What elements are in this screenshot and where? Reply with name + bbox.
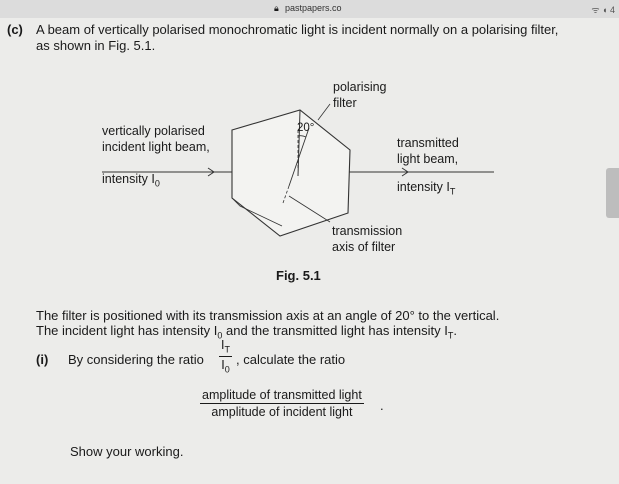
label-vertically-polarised: vertically polarised [102,124,205,138]
label-angle: 20° [297,122,315,134]
sub-part-text-b: , calculate the ratio [236,352,346,367]
polarising-filter [232,110,350,236]
scrollbar-handle[interactable] [606,168,619,218]
label-light-beam: light beam, [397,152,459,166]
amplitude-ratio-fraction: amplitude of transmitted light amplitude of incident light [202,388,362,419]
label-intensity-transmitted: intensity $I_T$ [397,180,456,197]
exam-page [0,18,619,484]
show-working-text: Show your working. [70,444,184,459]
paragraph-intensities: The incident light has intensity $I_0$ and the transmitted light has intensity $I_T$. [36,323,457,341]
label-axis-of-filter: axis of filter [332,240,396,254]
intro-line-1: A beam of vertically polarised monochromatic light is incident normally on a polarising filter, [36,22,559,37]
paragraph-filter-angle: The filter is positioned with its transmission axis at an angle of 20° to the vertical. [36,308,500,323]
browser-status-bar [0,0,619,19]
lock-icon: 🔒︎ [274,3,279,13]
figure-caption: Fig. 5.1 [276,268,321,283]
sub-part-label: (i) [36,352,49,367]
label-incident-beam: incident light beam, [102,140,210,154]
label-transmitted: transmitted [397,136,459,150]
intensity-ratio-fraction: $I_T$ $I_0$ [221,338,230,374]
question-part-label: (c) [7,22,23,37]
label-intensity-incident: intensity $I_0$ [102,172,160,189]
intro-line-2: as shown in Fig. 5.1. [36,38,156,53]
label-transmission: transmission [332,224,403,238]
sub-part-text-a: By considering the ratio [68,352,204,367]
filter-leader-line [318,104,330,120]
label-polarising: polarising [333,80,387,94]
status-tray-icons: ᯤ ◖ 4 [591,5,615,15]
amplitude-ratio-end: . [380,398,384,413]
label-filter: filter [333,96,357,110]
url-text[interactable]: pastpapers.co [285,3,342,13]
